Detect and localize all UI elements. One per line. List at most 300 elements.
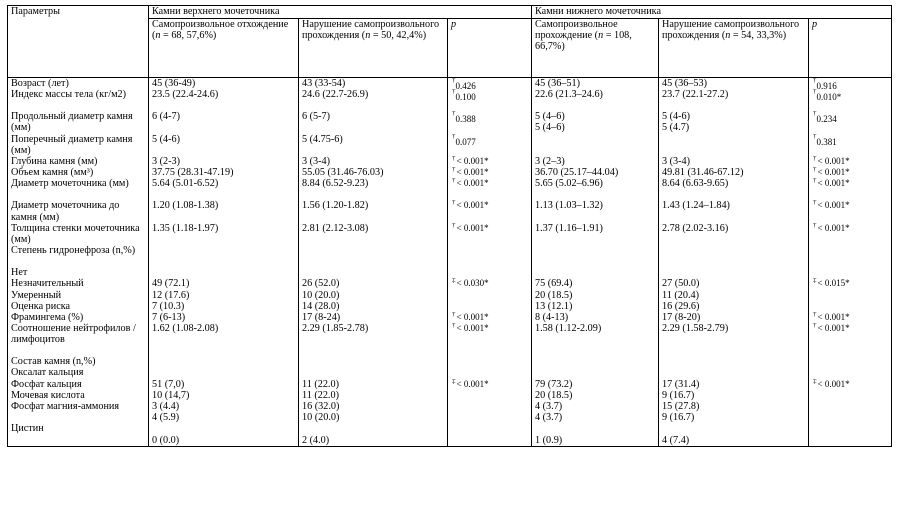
upper-spontaneous-cell-value: 49 (72.1) [152, 278, 190, 290]
upper-failed-cell-value: 11 (22.0) [302, 389, 339, 401]
p-marker: ‡ [813, 278, 817, 285]
p-marker: † [452, 178, 456, 185]
lower-failed-cell-value: 4 (7.4) [662, 434, 690, 446]
upper-spontaneous-cell [149, 134, 299, 156]
param-cell: Оценка риска [8, 301, 149, 312]
param-cell: Диаметр мочеточника (мм) [8, 178, 149, 200]
p-value: < 0.001* [817, 378, 850, 389]
upper-failed-cell-value: 24.6 (22.7-26.9) [302, 89, 369, 101]
header-upper-failed [299, 19, 448, 78]
lower-spontaneous-cell [532, 245, 659, 267]
lower-failed-cell-value: 15 (27.8) [662, 401, 700, 413]
lower-failed-cell-value: 1.43 (1.24–1.84) [662, 200, 730, 212]
upper-spontaneous-cell-value: 3 (4.4) [152, 401, 180, 413]
param-cell: Толщина стенки мочеточника (мм) [8, 223, 149, 245]
lower-p-cell [809, 278, 892, 289]
upper-p-cell [448, 423, 532, 434]
lower-spontaneous-cell [532, 423, 659, 434]
table-row [8, 379, 892, 390]
lower-p-cell [809, 367, 892, 378]
lower-p-cell [809, 401, 892, 423]
table-row [8, 78, 892, 90]
upper-failed-cell-value: 2.81 (2.12-3.08) [302, 222, 369, 234]
header-upper-ureter: Камни верхнего мочеточника [149, 6, 532, 19]
upper-spontaneous-cell [149, 223, 299, 245]
lower-failed-cell-value: 9 (16.7) [662, 389, 695, 401]
upper-spontaneous-cell-value: 6 (4-7) [152, 111, 181, 123]
upper-p-cell [448, 178, 532, 200]
lower-failed-cell-value: 49.81 (31.46-67.12) [662, 167, 744, 179]
lower-failed-cell-value: 45 (36–53) [662, 78, 708, 89]
upper-p-cell [448, 435, 532, 447]
table-row [8, 367, 892, 378]
upper-p-cell [448, 278, 532, 289]
lower-failed-cell-value: 17 (31.4) [662, 378, 700, 390]
p-value: < 0.030* [456, 278, 489, 289]
upper-failed-cell [299, 390, 448, 401]
upper-failed-cell-value: 11 (22.0) [302, 378, 339, 390]
lower-failed-cell [659, 423, 809, 434]
upper-failed-cell [299, 78, 448, 90]
p-marker: † [813, 222, 817, 229]
lower-p-cell [809, 156, 892, 167]
lower-spontaneous-cell [532, 356, 659, 367]
lower-failed-cell [659, 245, 809, 267]
param-cell: Мочевая кислота [8, 390, 149, 401]
lower-spontaneous-cell [532, 167, 659, 178]
upper-spontaneous-cell [149, 401, 299, 423]
upper-failed-cell [299, 379, 448, 390]
p-value: < 0.001* [817, 200, 850, 211]
upper-spontaneous-cell-value: 1.35 (1.18-1.97) [152, 222, 219, 234]
param-cell: Индекс массы тела (кг/м2) [8, 89, 149, 111]
lower-failed-cell-value: 3 (3-4) [662, 156, 691, 168]
lower-p-cell [809, 379, 892, 390]
lower-failed-cell-value-2: 9 (16.7) [662, 412, 695, 424]
header-upper-spontaneous [149, 19, 299, 78]
lower-spontaneous-cell-value: 4 (3.7) [535, 401, 563, 413]
upper-spontaneous-cell [149, 390, 299, 401]
lower-failed-cell-value-2: 5 (4.7) [662, 122, 690, 134]
lower-spontaneous-cell [532, 223, 659, 245]
lower-failed-cell [659, 312, 809, 323]
upper-spontaneous-cell [149, 367, 299, 378]
param-cell: Продольный диаметр камня (мм) [8, 111, 149, 133]
lower-spontaneous-cell [532, 89, 659, 111]
upper-p-cell [448, 89, 532, 111]
lower-spontaneous-cell [532, 200, 659, 222]
lower-failed-cell-value: 16 (29.6) [662, 300, 700, 312]
lower-spontaneous-cell [532, 178, 659, 200]
upper-failed-cell-value: 17 (8-24) [302, 312, 341, 324]
param-cell: Оксалат кальция [8, 367, 149, 378]
upper-failed-cell-value: 2 (4.0) [302, 434, 330, 446]
lower-failed-cell [659, 323, 809, 356]
upper-spontaneous-cell [149, 356, 299, 367]
lower-spontaneous-cell-value: 1.58 (1.12-2.09) [535, 323, 602, 335]
param-cell: Фрамингема (%) [8, 312, 149, 323]
lower-failed-cell-value: 11 (20.4) [662, 289, 699, 301]
upper-failed-cell [299, 178, 448, 200]
lower-p-cell [809, 178, 892, 200]
upper-spontaneous-cell-value: 23.5 (22.4-24.6) [152, 89, 219, 101]
lower-p-cell [809, 301, 892, 312]
p-value: 0.388 [455, 114, 476, 125]
p-marker: † [452, 133, 456, 140]
lower-failed-cell [659, 223, 809, 245]
table-row [8, 278, 892, 289]
upper-failed-cell [299, 301, 448, 312]
lower-spontaneous-cell-value: 20 (18.5) [535, 389, 573, 401]
p-marker: ‡ [813, 378, 817, 385]
table-row [8, 356, 892, 367]
p-value: < 0.001* [817, 156, 850, 167]
lower-p-cell [809, 435, 892, 447]
lower-failed-cell [659, 89, 809, 111]
p-value: < 0.001* [456, 167, 489, 178]
p-value: < 0.001* [817, 312, 850, 323]
upper-p-cell [448, 267, 532, 278]
upper-spontaneous-cell-value: 7 (10.3) [152, 300, 185, 312]
lower-spontaneous-cell-value: 1.37 (1.16–1.91) [535, 222, 603, 234]
upper-p-cell [448, 301, 532, 312]
upper-failed-cell [299, 435, 448, 447]
upper-spontaneous-cell [149, 200, 299, 222]
upper-spontaneous-cell [149, 435, 299, 447]
lower-spontaneous-cell [532, 390, 659, 401]
lower-failed-cell [659, 356, 809, 367]
upper-failed-cell [299, 367, 448, 378]
p-value: 0.100 [455, 92, 476, 103]
upper-spontaneous-cell-value: 51 (7,0) [152, 378, 185, 390]
lower-p-cell [809, 89, 892, 111]
upper-p-cell [448, 200, 532, 222]
param-cell: Цистин [8, 423, 149, 434]
p-marker: † [452, 89, 456, 96]
lower-spontaneous-cell-value: 13 (12.1) [535, 300, 573, 312]
lower-spontaneous-cell [532, 156, 659, 167]
lower-spontaneous-cell-value: 3 (2–3) [535, 156, 565, 168]
p-value: 0.916 [816, 81, 837, 90]
upper-failed-cell [299, 356, 448, 367]
p-value: < 0.001* [817, 167, 850, 178]
upper-spontaneous-cell-value: 7 (6-13) [152, 312, 186, 324]
lower-spontaneous-cell [532, 435, 659, 447]
header-row-groups [8, 6, 892, 19]
lower-failed-cell-value: 2.29 (1.58-2.79) [662, 323, 729, 335]
param-cell: Фосфат магния-аммония [8, 401, 149, 423]
upper-spontaneous-cell [149, 379, 299, 390]
p-value: < 0.001* [456, 312, 489, 323]
lower-spontaneous-cell [532, 323, 659, 356]
upper-failed-cell-value: 5 (4.75-6) [302, 133, 343, 145]
lower-spontaneous-cell-value-2: 4 (3.7) [535, 412, 563, 424]
p-value: < 0.001* [817, 178, 850, 189]
table-row [8, 134, 892, 156]
p-marker: † [452, 167, 456, 174]
p-marker: † [452, 77, 456, 84]
lower-p-cell [809, 312, 892, 323]
upper-spontaneous-cell [149, 89, 299, 111]
upper-p-cell [448, 78, 532, 90]
upper-spontaneous-cell [149, 267, 299, 278]
upper-p-cell [448, 401, 532, 423]
lower-failed-cell [659, 379, 809, 390]
upper-spontaneous-cell [149, 301, 299, 312]
lower-failed-cell-value: 17 (8-20) [662, 312, 701, 324]
upper-spontaneous-cell [149, 423, 299, 434]
upper-spontaneous-cell [149, 323, 299, 356]
upper-spontaneous-cell [149, 290, 299, 301]
lower-spontaneous-cell [532, 134, 659, 156]
param-cell: Поперечный диаметр камня (мм) [8, 134, 149, 156]
upper-p-cell [448, 390, 532, 401]
p-value: < 0.001* [456, 156, 489, 167]
p-value: < 0.001* [456, 323, 489, 334]
upper-p-cell [448, 290, 532, 301]
upper-failed-cell [299, 200, 448, 222]
lower-failed-cell [659, 390, 809, 401]
upper-failed-cell [299, 278, 448, 289]
header-text: Самопроизвольное прохождение (n = 108, 66,7%) [535, 19, 632, 53]
lower-failed-cell [659, 78, 809, 90]
upper-p-cell [448, 323, 532, 356]
upper-spontaneous-cell [149, 156, 299, 167]
upper-failed-cell [299, 111, 448, 133]
lower-spontaneous-cell-value: 36.70 (25.17–44.04) [535, 167, 619, 179]
p-value: 0.077 [455, 136, 476, 147]
header-lower-p: p [809, 19, 892, 78]
p-value: 0.010* [816, 92, 842, 103]
lower-failed-cell [659, 178, 809, 200]
upper-failed-cell [299, 89, 448, 111]
lower-p-cell [809, 223, 892, 245]
p-marker: † [452, 312, 456, 319]
upper-spontaneous-cell [149, 245, 299, 267]
lower-failed-cell [659, 278, 809, 289]
p-marker: † [813, 156, 817, 163]
lower-p-cell [809, 356, 892, 367]
upper-p-cell [448, 356, 532, 367]
p-marker: † [452, 200, 456, 207]
table-row [8, 401, 892, 423]
upper-failed-cell-value: 55.05 (31.46-76.03) [302, 167, 384, 179]
lower-spontaneous-cell-value: 45 (36–51) [535, 78, 581, 89]
lower-p-cell [809, 111, 892, 133]
lower-failed-cell [659, 200, 809, 222]
upper-p-cell [448, 367, 532, 378]
header-lower-ureter: Камни нижнего мочеточника [532, 6, 892, 19]
table-row [8, 223, 892, 245]
upper-spontaneous-cell-value: 12 (17.6) [152, 289, 190, 301]
table-body [8, 78, 892, 447]
lower-p-cell [809, 290, 892, 301]
upper-p-cell [448, 245, 532, 267]
p-marker: † [813, 89, 817, 96]
lower-spontaneous-cell-value: 8 (4-13) [535, 312, 569, 324]
lower-spontaneous-cell [532, 312, 659, 323]
param-cell: Нет [8, 267, 149, 278]
upper-p-cell [448, 156, 532, 167]
p-marker: † [452, 156, 456, 163]
p-value: < 0.001* [456, 222, 489, 233]
upper-p-cell [448, 167, 532, 178]
lower-spontaneous-cell-value: 5 (4–6) [535, 111, 565, 123]
upper-spontaneous-cell-value: 5 (4-6) [152, 133, 181, 145]
lower-spontaneous-cell-value-2: 5 (4–6) [535, 122, 565, 134]
upper-failed-cell-value: 6 (5-7) [302, 111, 331, 123]
lower-failed-cell [659, 301, 809, 312]
header-upper-p: p [448, 19, 532, 78]
upper-failed-cell-value: 16 (32.0) [302, 401, 340, 413]
upper-p-cell [448, 111, 532, 133]
param-cell: Возраст (лет) [8, 78, 149, 90]
p-value: 0.381 [816, 136, 837, 147]
lower-spontaneous-cell-value: 1.13 (1.03–1.32) [535, 200, 603, 212]
lower-failed-cell [659, 435, 809, 447]
lower-p-cell [809, 423, 892, 434]
table-row [8, 301, 892, 312]
upper-spontaneous-cell-value: 0 (0.0) [152, 434, 180, 446]
upper-spontaneous-cell-value: 3 (2-3) [152, 156, 181, 168]
p-marker: ‡ [452, 278, 456, 285]
param-cell: Объем камня (мм³) [8, 167, 149, 178]
upper-failed-cell-value: 10 (20.0) [302, 289, 340, 301]
upper-failed-cell-value: 3 (3-4) [302, 156, 331, 168]
lower-spontaneous-cell [532, 278, 659, 289]
upper-failed-cell [299, 223, 448, 245]
table-row [8, 245, 892, 267]
table-row [8, 89, 892, 111]
lower-failed-cell-value: 2.78 (2.02-3.16) [662, 222, 729, 234]
header-params: Параметры [8, 6, 149, 78]
table-row [8, 178, 892, 200]
table-row [8, 111, 892, 133]
table-row [8, 312, 892, 323]
lower-spontaneous-cell [532, 111, 659, 133]
p-value: < 0.001* [456, 200, 489, 211]
lower-spontaneous-cell [532, 290, 659, 301]
upper-failed-cell [299, 134, 448, 156]
param-cell [8, 435, 149, 447]
param-cell: Степень гидронефроза (n,%) [8, 245, 149, 267]
upper-p-cell [448, 312, 532, 323]
p-value: < 0.001* [817, 222, 850, 233]
upper-failed-cell [299, 323, 448, 356]
upper-spontaneous-cell [149, 312, 299, 323]
upper-spontaneous-cell-value: 37.75 (28.31-47.19) [152, 167, 234, 179]
upper-failed-cell [299, 312, 448, 323]
upper-failed-cell-value: 2.29 (1.85-2.78) [302, 323, 369, 335]
param-cell: Соотношение нейтрофилов / лимфоцитов [8, 323, 149, 356]
p-marker: † [813, 312, 817, 319]
upper-failed-cell-value: 14 (28.0) [302, 300, 340, 312]
param-cell: Глубина камня (мм) [8, 156, 149, 167]
p-marker: † [813, 167, 817, 174]
param-cell: Фосфат кальция [8, 379, 149, 390]
table-row [8, 267, 892, 278]
p-marker: † [813, 133, 817, 140]
lower-failed-cell [659, 156, 809, 167]
header-lower-failed [659, 19, 809, 78]
lower-failed-cell [659, 367, 809, 378]
upper-spontaneous-cell-value: 1.62 (1.08-2.08) [152, 323, 219, 335]
p-marker: ‡ [452, 378, 456, 385]
lower-failed-cell-value: 5 (4-6) [662, 111, 691, 123]
lower-failed-cell-value: 8.64 (6.63-9.65) [662, 178, 729, 190]
lower-spontaneous-cell-value: 1 (0.9) [535, 434, 563, 446]
table-row [8, 290, 892, 301]
p-marker: † [813, 77, 817, 84]
lower-spontaneous-cell [532, 401, 659, 423]
upper-failed-cell [299, 401, 448, 423]
p-value: < 0.001* [817, 323, 850, 334]
lower-spontaneous-cell-value: 79 (73.2) [535, 378, 573, 390]
upper-failed-cell-value: 26 (52.0) [302, 278, 340, 290]
table-row [8, 435, 892, 447]
lower-spontaneous-cell-value: 22.6 (21.3–24.6) [535, 89, 603, 101]
upper-spontaneous-cell-value: 5.64 (5.01-6.52) [152, 178, 219, 190]
upper-failed-cell [299, 267, 448, 278]
upper-failed-cell [299, 245, 448, 267]
lower-failed-cell [659, 267, 809, 278]
p-value: < 0.015* [817, 278, 850, 289]
upper-failed-cell [299, 167, 448, 178]
upper-failed-cell-value: 8.84 (6.52-9.23) [302, 178, 369, 190]
table-row [8, 167, 892, 178]
upper-failed-cell-value-2: 10 (20.0) [302, 412, 340, 424]
param-cell: Умеренный [8, 290, 149, 301]
p-marker: † [452, 323, 456, 330]
header-text: Самопроизвольное отхождение (n = 68, 57,6%) [152, 19, 289, 42]
upper-spontaneous-cell [149, 78, 299, 90]
upper-spontaneous-cell-value: 45 (36-49) [152, 78, 196, 89]
lower-spontaneous-cell [532, 301, 659, 312]
param-cell: Незначительный [8, 278, 149, 289]
lower-failed-cell [659, 111, 809, 133]
upper-failed-cell-value: 43 (33-54) [302, 78, 346, 89]
p-value: 0.234 [816, 114, 837, 125]
lower-spontaneous-cell-value: 20 (18.5) [535, 289, 573, 301]
header-lower-spontaneous [532, 19, 659, 78]
lower-spontaneous-cell-value: 5.65 (5.02–6.96) [535, 178, 603, 190]
upper-spontaneous-cell-value: 1.20 (1.08-1.38) [152, 200, 219, 212]
p-marker: † [452, 111, 456, 118]
p-marker: † [813, 178, 817, 185]
p-value: < 0.001* [456, 378, 489, 389]
lower-p-cell [809, 134, 892, 156]
upper-p-cell [448, 379, 532, 390]
header-text: Нарушение самопроизвольного прохождения (n = 50, 42,4%) [302, 19, 440, 42]
p-marker: † [813, 323, 817, 330]
table-row [8, 156, 892, 167]
lower-p-cell [809, 78, 892, 90]
upper-spontaneous-cell [149, 178, 299, 200]
upper-spontaneous-cell-value-2: 4 (5.9) [152, 412, 180, 424]
param-cell: Диаметр мочеточника до камня (мм) [8, 200, 149, 222]
upper-spontaneous-cell-value: 10 (14,7) [152, 389, 190, 401]
param-cell: Состав камня (n,%) [8, 356, 149, 367]
lower-spontaneous-cell [532, 267, 659, 278]
upper-failed-cell [299, 156, 448, 167]
lower-failed-cell [659, 290, 809, 301]
table-row [8, 323, 892, 356]
lower-p-cell [809, 390, 892, 401]
upper-p-cell [448, 223, 532, 245]
table-row [8, 423, 892, 434]
lower-spontaneous-cell [532, 78, 659, 90]
lower-p-cell [809, 267, 892, 278]
